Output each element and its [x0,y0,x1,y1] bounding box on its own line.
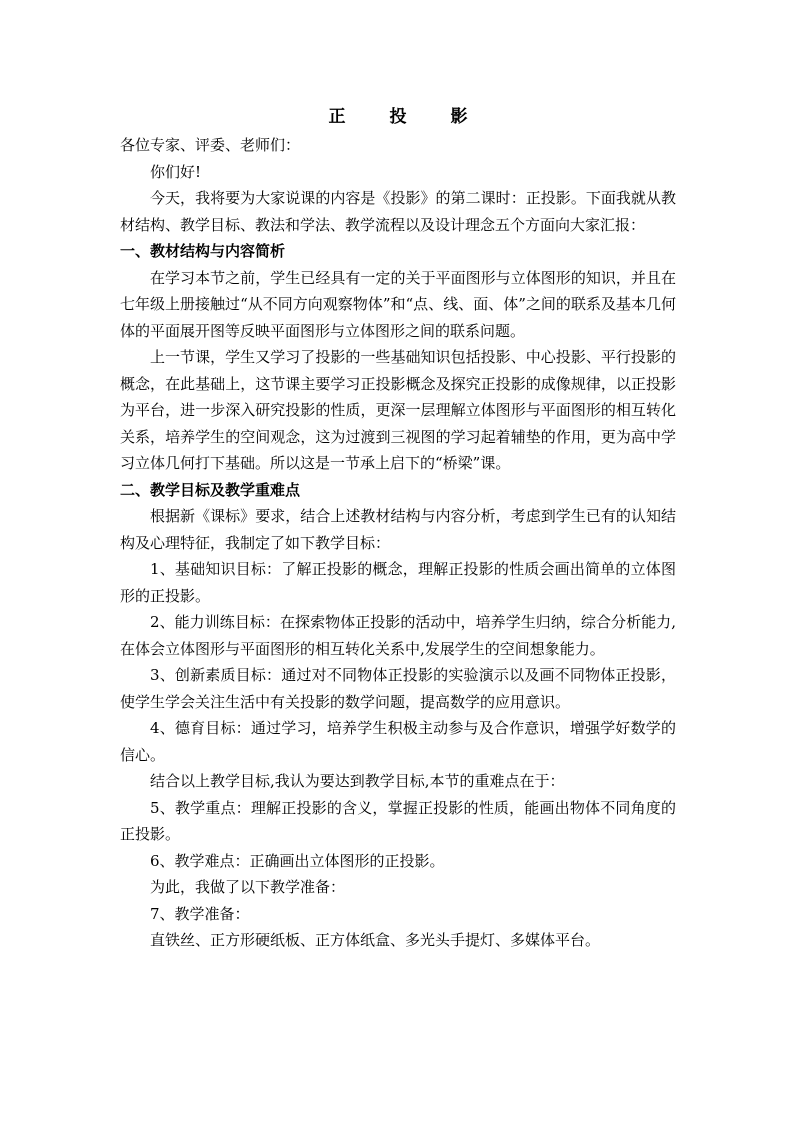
teaching-key-point: 5、教学重点：理解正投影的含义，掌握正投影的性质，能画出物体不同角度的正投影。 [120,798,676,843]
section-1-heading: 一、教材结构与内容简析 [120,242,286,260]
section-2-paragraph-3: 为此，我做了以下教学准备： [150,878,346,896]
section-1-paragraph-1: 在学习本节之前，学生已经具有一定的关于平面图形与立体图形的知识，并且在七年级上册接触过“从不同方向观察物体”和“点、线、面、体”之间的联系及基本几何体的平面展开图等反映平面图形与立体图形之间的联系问题。 [120,268,676,340]
teaching-prep-label: 7、教学准备： [150,904,250,923]
goal-3: 3、创新素质目标：通过对不同物体正投影的实验演示以及画不同物体正投影，使学生学会关注生活中有关投影的数学问题，提高数学的应用意识。 [120,666,676,711]
hello-line: 你们好! [150,162,202,181]
teaching-difficulty: 6、教学难点：正确画出立体图形的正投影。 [150,851,445,870]
goal-1: 1、基础知识目标：了解正投影的概念，理解正投影的性质会画出简单的立体图形的正投影。 [120,560,676,605]
section-2-paragraph-1: 根据新《课标》要求，结合上述教材结构与内容分析，考虑到学生已有的认知结构及心理特征，我制定了如下教学目标： [120,507,676,552]
goal-2: 2、能力训练目标：在探索物体正投影的活动中，培养学生归纳，综合分析能力,在体会立体图形与平面图形的相互转化关系中,发展学生的空间想象能力。 [120,613,676,658]
teaching-prep-items: 直铁丝、正方形硬纸板、正方体纸盒、多光头手提灯、多媒体平台。 [150,931,601,949]
section-1-paragraph-2: 上一节课，学生又学习了投影的一些基础知识包括投影、中心投影、平行投影的概念，在此基础上，这节课主要学习正投影概念及探究正投影的成像规律，以正投影为平台，进一步深入研究投影的性质，更深一层理解立体图形与平面图形的相互转化关系，培养学生的空间观念，这为过渡到三视图的学习起着辅垫的作用，更为高中学习立体几何打下基础。所以这是一节承上启下的“桥梁”课。 [120,348,676,472]
document-page [120,104,676,954]
goal-4: 4、德育目标：通过学习，培养学生积极主动参与及合作意识，增强学好数学的信心。 [120,719,676,764]
intro-paragraph: 今天，我将要为大家说课的内容是《投影》的第二课时：正投影。下面我就从教材结构、教学目标、教法和学法、教学流程以及设计理念五个方面向大家汇报： [120,189,676,234]
section-2-heading: 二、教学目标及教学重难点 [120,480,301,499]
document-title: 正投影 [328,107,512,127]
greeting: 各位专家、评委、老师们： [120,136,301,154]
section-2-paragraph-2: 结合以上教学目标,我认为要达到教学目标,本节的重难点在于： [150,772,565,790]
